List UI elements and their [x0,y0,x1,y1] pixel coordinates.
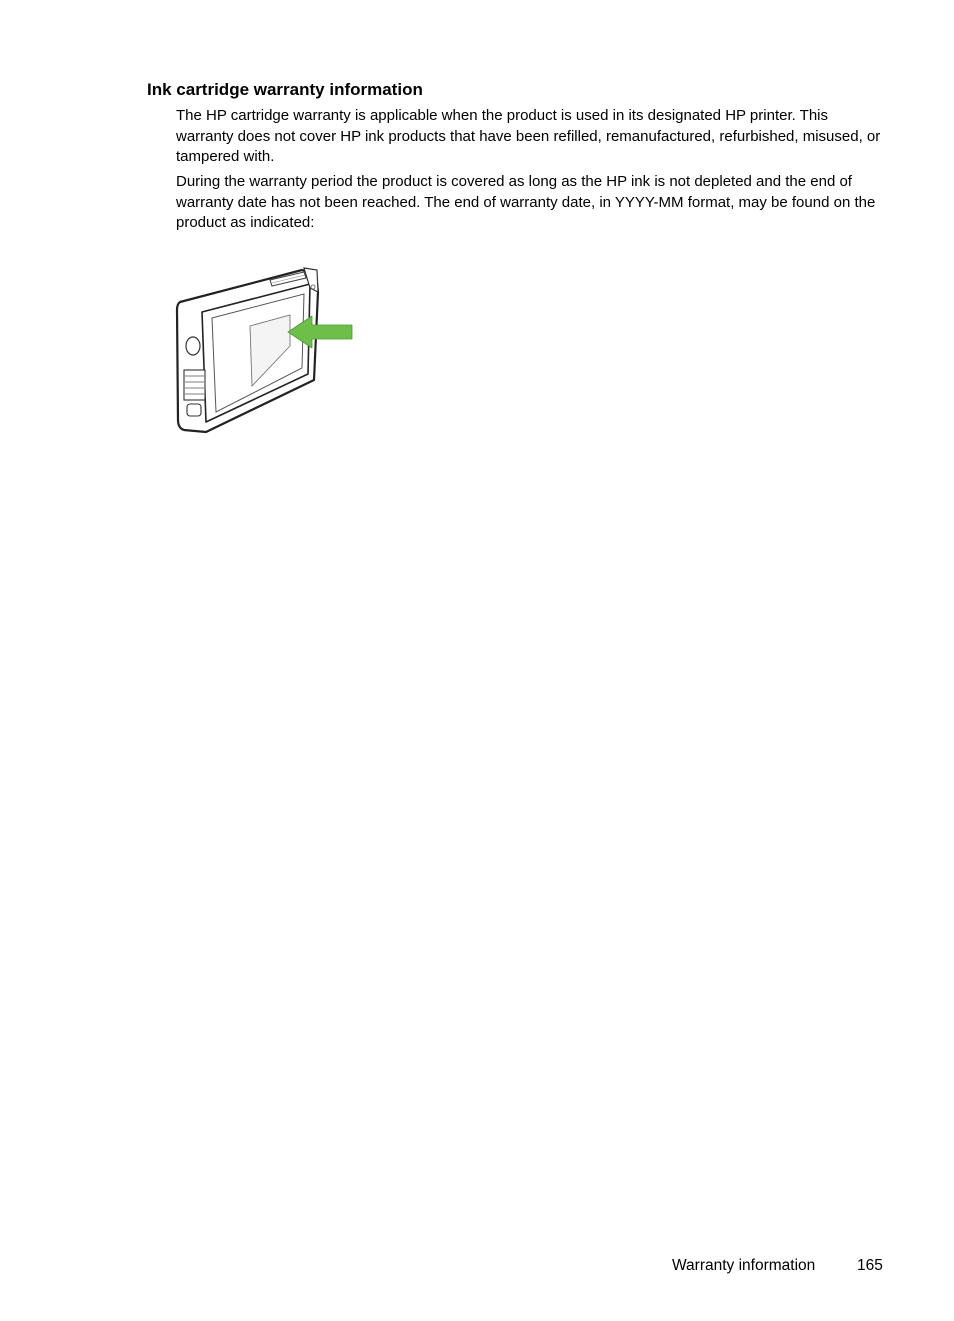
warranty-paragraph-1: The HP cartridge warranty is applicable when the product is used in its designated HP printer. This warranty does not cover HP ink products that have been refilled, remanufactured, refurbished, misused, or tampered with. [176,107,881,165]
page-number: 165 [857,1257,883,1274]
warranty-paragraph-2: During the warranty period the product is covered as long as the HP ink is not depleted and the end of warranty date has not been reached. The end of warranty date, in YYYY-MM format, may be found on the product as indicated: [176,173,876,231]
section-heading: Ink cartridge warranty information [147,80,423,99]
ink-cartridge-icon [172,262,357,437]
cartridge-figure [172,262,357,437]
footer-section-title: Warranty information [672,1257,816,1274]
